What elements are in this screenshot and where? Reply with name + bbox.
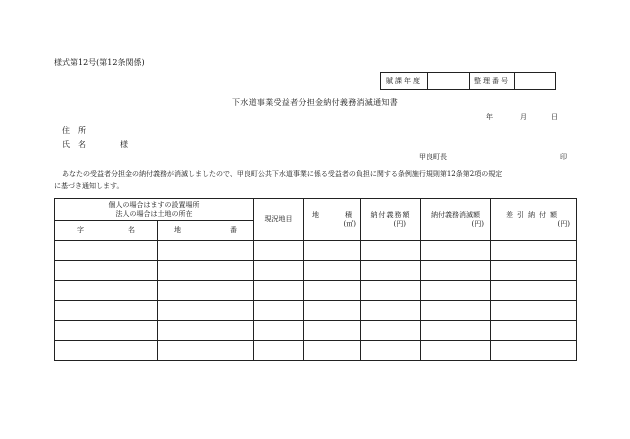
payment-unit: (円) (393, 219, 406, 228)
table-cell[interactable] (304, 261, 361, 281)
table-cell[interactable] (254, 241, 304, 261)
balance-unit: (円) (557, 219, 570, 228)
honorific: 様 (120, 140, 128, 149)
table-cell[interactable] (254, 341, 304, 361)
name-label: 氏 名 (62, 140, 86, 149)
table-cell[interactable] (491, 261, 577, 281)
date-day-label: 日 (551, 113, 558, 121)
seal-mark: 印 (560, 153, 567, 161)
aza-header (55, 221, 158, 241)
area-unit: (㎡) (343, 219, 356, 228)
table-cell[interactable] (55, 261, 158, 281)
extinct-unit: (円) (471, 219, 484, 228)
reference-number-field[interactable] (515, 73, 555, 89)
table-cell[interactable] (254, 301, 304, 321)
extinct-header-text: 納付義務消滅額 (431, 210, 480, 219)
fiscal-box (380, 72, 556, 90)
table-cell[interactable] (158, 341, 254, 361)
table-row (55, 261, 577, 281)
table-cell[interactable] (304, 301, 361, 321)
table-cell[interactable] (158, 321, 254, 341)
location-header-line2: 法人の場合は土地の所在 (115, 209, 193, 218)
extinction-table (54, 198, 577, 361)
address-label: 住 所 (62, 126, 86, 135)
table-cell[interactable] (421, 241, 491, 261)
table-cell[interactable] (254, 321, 304, 341)
chiban-header (158, 221, 254, 241)
table-cell[interactable] (304, 241, 361, 261)
body-line-1: あなたの受益者分担金の納付義務が消滅しましたので、甲良町公共下水道事業に係る受益者の負担に関する条例施行規則第12条第2項の規定 (62, 170, 503, 178)
location-header (55, 199, 254, 221)
status-header-text: 現況地目 (264, 215, 293, 223)
table-cell[interactable] (491, 241, 577, 261)
table-row (55, 301, 577, 321)
chiban-header-char1: 地 (174, 226, 181, 234)
table-cell[interactable] (491, 321, 577, 341)
balance-header (491, 199, 577, 241)
fiscal-year-label: 賦課年度 (381, 73, 428, 89)
form-number: 様式第12号(第12条関係) (54, 58, 145, 67)
table-cell[interactable] (55, 241, 158, 261)
balance-header-text: 差引納付額 (506, 210, 561, 219)
issuer-name: 甲良町長 (419, 153, 447, 161)
body-line-2: に基づき通知します。 (54, 182, 124, 190)
table-cell[interactable] (491, 341, 577, 361)
table-cell[interactable] (158, 261, 254, 281)
table-row (55, 281, 577, 301)
table-cell[interactable] (254, 281, 304, 301)
table-cell[interactable] (491, 301, 577, 321)
table-cell[interactable] (421, 281, 491, 301)
table-cell[interactable] (304, 281, 361, 301)
fiscal-year-field[interactable] (428, 73, 470, 89)
table-cell[interactable] (304, 321, 361, 341)
table-cell[interactable] (491, 281, 577, 301)
date-year-label: 年 (486, 113, 493, 121)
table-cell[interactable] (361, 341, 421, 361)
table-cell[interactable] (361, 321, 421, 341)
table-cell[interactable] (304, 341, 361, 361)
document-title: 下水道事業受益者分担金納付義務消滅通知書 (232, 98, 398, 107)
status-header (254, 199, 304, 241)
extinct-header (421, 199, 491, 241)
aza-header-char2: 名 (128, 226, 135, 234)
location-header-line1: 個人の場合はますの設置場所 (108, 200, 200, 209)
table-cell[interactable] (254, 261, 304, 281)
table-row (55, 321, 577, 341)
aza-header-char1: 字 (77, 226, 84, 234)
table-cell[interactable] (158, 241, 254, 261)
reference-number-label: 整理番号 (470, 73, 515, 89)
date-month-label: 月 (520, 113, 527, 121)
table-cell[interactable] (55, 281, 158, 301)
table-cell[interactable] (421, 341, 491, 361)
payment-header (361, 199, 421, 241)
table-cell[interactable] (421, 321, 491, 341)
table-cell[interactable] (361, 281, 421, 301)
area-header-char2: 積 (345, 210, 352, 219)
table-cell[interactable] (361, 241, 421, 261)
table-cell[interactable] (55, 301, 158, 321)
table-cell[interactable] (361, 301, 421, 321)
table-cell[interactable] (421, 261, 491, 281)
table-cell[interactable] (55, 341, 158, 361)
area-header-char1: 地 (312, 210, 319, 219)
table-cell[interactable] (361, 261, 421, 281)
table-cell[interactable] (158, 301, 254, 321)
table-cell[interactable] (421, 301, 491, 321)
payment-header-text: 納付義務額 (370, 210, 411, 219)
table-cell[interactable] (55, 321, 158, 341)
table-row (55, 241, 577, 261)
table-row (55, 341, 577, 361)
table-cell[interactable] (158, 281, 254, 301)
chiban-header-char2: 番 (230, 226, 237, 234)
area-header (304, 199, 361, 241)
